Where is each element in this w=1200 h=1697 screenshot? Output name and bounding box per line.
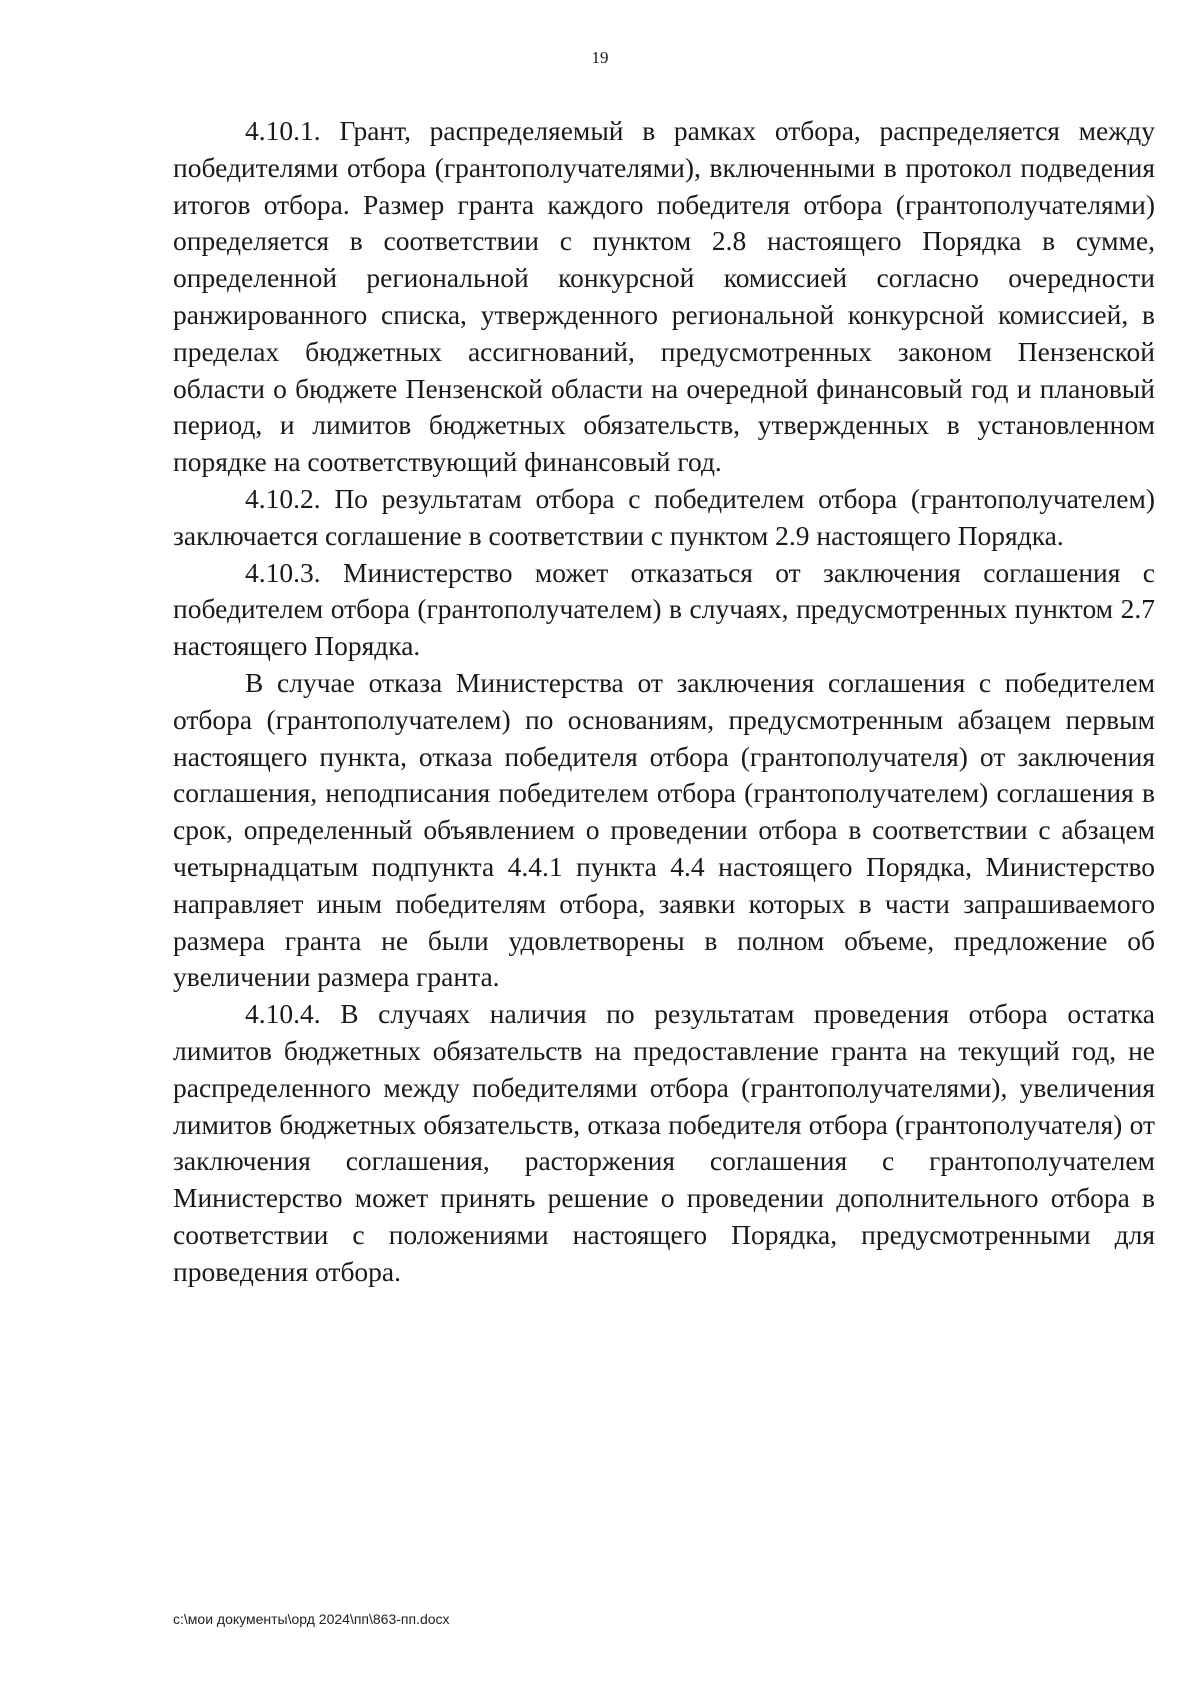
paragraph-4-10-4: 4.10.4. В случаях наличия по результатам проведения отбора остатка лимитов бюджетных обязательств на предоставление гранта на текущий год, не распределенного между победителями отбора (грантополучателями), увеличения лимитов бюджетных обязательств, отказа победителя отбора (грантополучателя) от заключения соглашения, расторжения соглашения с грантополучателем Министерство может принять решение о проведении дополнительного отбора в соответствии с положениями настоящего Порядка, предусмотренными для проведения отбора. — [173, 998, 1155, 1287]
document-body — [173, 113, 1155, 1291]
footer-file-path: c:\мои документы\орд 2024\пп\863-пп.docx — [173, 1611, 450, 1627]
paragraph-4-10-1: 4.10.1. Грант, распределяемый в рамках отбора, распределяется между победителями отбора (грантополучателями), включенными в протокол подведения итогов отбора. Размер гранта каждого победителя отбора (грантополучателями) определяется в соответствии с пунктом 2.8 настоящего Порядка в сумме, определенной региональной конкурсной комиссией согласно очередности ранжированного списка, утвержденного региональной конкурсной комиссией, в пределах бюджетных ассигнований, предусмотренных законом Пензенской области о бюджете Пензенской области на очередной финансовый год и плановый период, и лимитов бюджетных обязательств, утвержденных в установленном порядке на соответствующий финансовый год. — [173, 115, 1155, 478]
paragraph-refusal-case: В случае отказа Министерства от заключения соглашения с победителем отбора (грантополучателем) по основаниям, предусмотренным абзацем первым настоящего пункта, отказа победителя отбора (грантополучателя) от заключения соглашения, неподписания победителем отбора (грантополучателем) соглашения в срок, определенный объявлением о проведении отбора в соответствии с абзацем четырнадцатым подпункта 4.4.1 пункта 4.4 настоящего Порядка, Министерство направляет иным победителям отбора, заявки которых в части запрашиваемого размера гранта не были удовлетворены в полном объеме, предложение об увеличении размера гранта. — [173, 666, 1155, 993]
page-number: 19 — [591, 48, 609, 67]
paragraph-4-10-2: 4.10.2. По результатам отбора с победителем отбора (грантополучателем) заключается соглашение в соответствии с пунктом 2.9 настоящего Порядка. — [173, 482, 1155, 551]
paragraph-4-10-3: 4.10.3. Министерство может отказаться от заключения соглашения с победителем отбора (грантополучателем) в случаях, предусмотренных пунктом 2.7 настоящего Порядка. — [173, 556, 1155, 662]
